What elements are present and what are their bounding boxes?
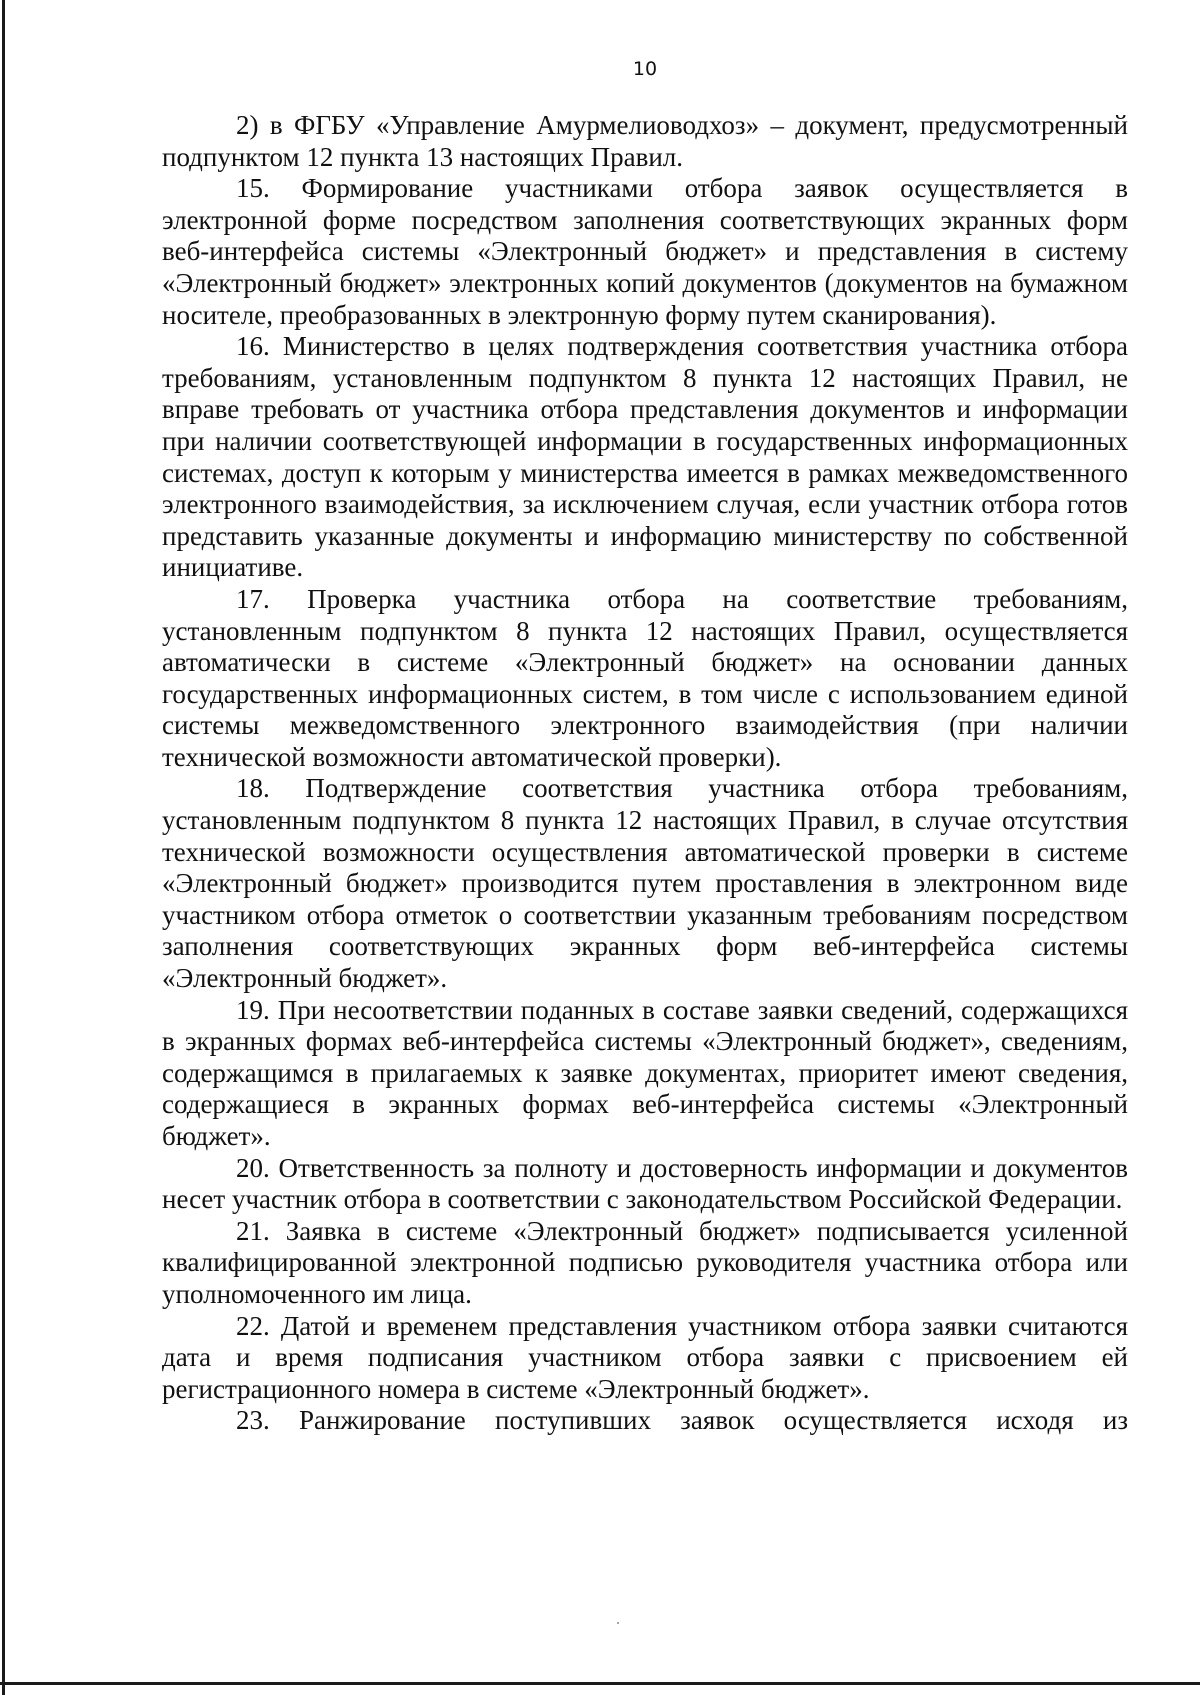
paragraph-18: 18. Подтверждение соответствия участника отбора требованиям, установленным подпунктом 8 пункта 12 настоящих Правил, в случае отсутствия технической возможности осуществления автоматической проверки в системе «Электронный бюджет» производится путем проставления в электронном виде участником отбора отметок о соответствии указанным требованиям посредством заполнения соответствующих экранных форм веб-интерфейса системы «Электронный бюджет». [162, 773, 1128, 994]
paragraph-22: 22. Датой и временем представления участником отбора заявки считаются дата и время подписания участником отбора заявки с присвоением ей регистрационного номера в системе «Электронный бюджет». [162, 1310, 1128, 1404]
paragraph-15: 15. Формирование участниками отбора заявок осуществляется в электронной форме посредством заполнения соответствующих экранных форм веб-интерфейса системы «Электронный бюджет» и представления в систему «Электронный бюджет» электронных копий документов (документов на бумажном носителе, преобразованных в электронную форму путем сканирования). [162, 173, 1128, 330]
paragraph-17: 17. Проверка участника отбора на соответствие требованиям, установленным подпунктом 8 пункта 12 настоящих Правил, осуществляется автоматически в системе «Электронный бюджет» на основании данных государственных информационных систем, в том числе с использованием единой системы межведомственного электронного взаимодействия (при наличии технической возможности автоматической проверки). [162, 583, 1128, 772]
paragraph-19: 19. При несоответствии поданных в составе заявки сведений, содержащихся в экранных формах веб-интерфейса системы «Электронный бюджет», сведениям, содержащимся в прилагаемых к заявке документах, приоритет имеют сведения, содержащиеся в экранных формах веб-интерфейса системы «Электронный бюджет». [162, 994, 1128, 1151]
paragraph-21: 21. Заявка в системе «Электронный бюджет» подписывается усиленной квалифицированной электронной подписью руководителя участника отбора или уполномоченного им лица. [162, 1215, 1128, 1309]
paragraph-20: 20. Ответственность за полноту и достоверность информации и документов несет участник отбора в соответствии с законодательством Российской Федерации. [162, 1152, 1128, 1215]
document-body [162, 110, 1128, 1437]
scan-speck [617, 1622, 619, 1624]
paragraph-subitem-2: 2) в ФГБУ «Управление Амурмелиоводхоз» – документ, предусмотренный подпунктом 12 пункта 13 настоящих Правил. [162, 110, 1128, 172]
paragraph-23: 23. Ранжирование поступивших заявок осуществляется исходя из [236, 1405, 1128, 1436]
paragraph-16: 16. Министерство в целях подтверждения соответствия участника отбора требованиям, установленным подпунктом 8 пункта 12 настоящих Правил, не вправе требовать от участника отбора представления документов и информации при наличии соответствующей информации в государственных информационных системах, доступ к которым у министерства имеется в рамках межведомственного электронного взаимодействия, за исключением случая, если участник отбора готов представить указанные документы и информацию министерству по собственной инициативе. [162, 331, 1128, 583]
scan-edge-bottom [0, 1682, 1200, 1685]
page-number: 10 [632, 58, 658, 80]
scan-edge-left [2, 0, 5, 1695]
